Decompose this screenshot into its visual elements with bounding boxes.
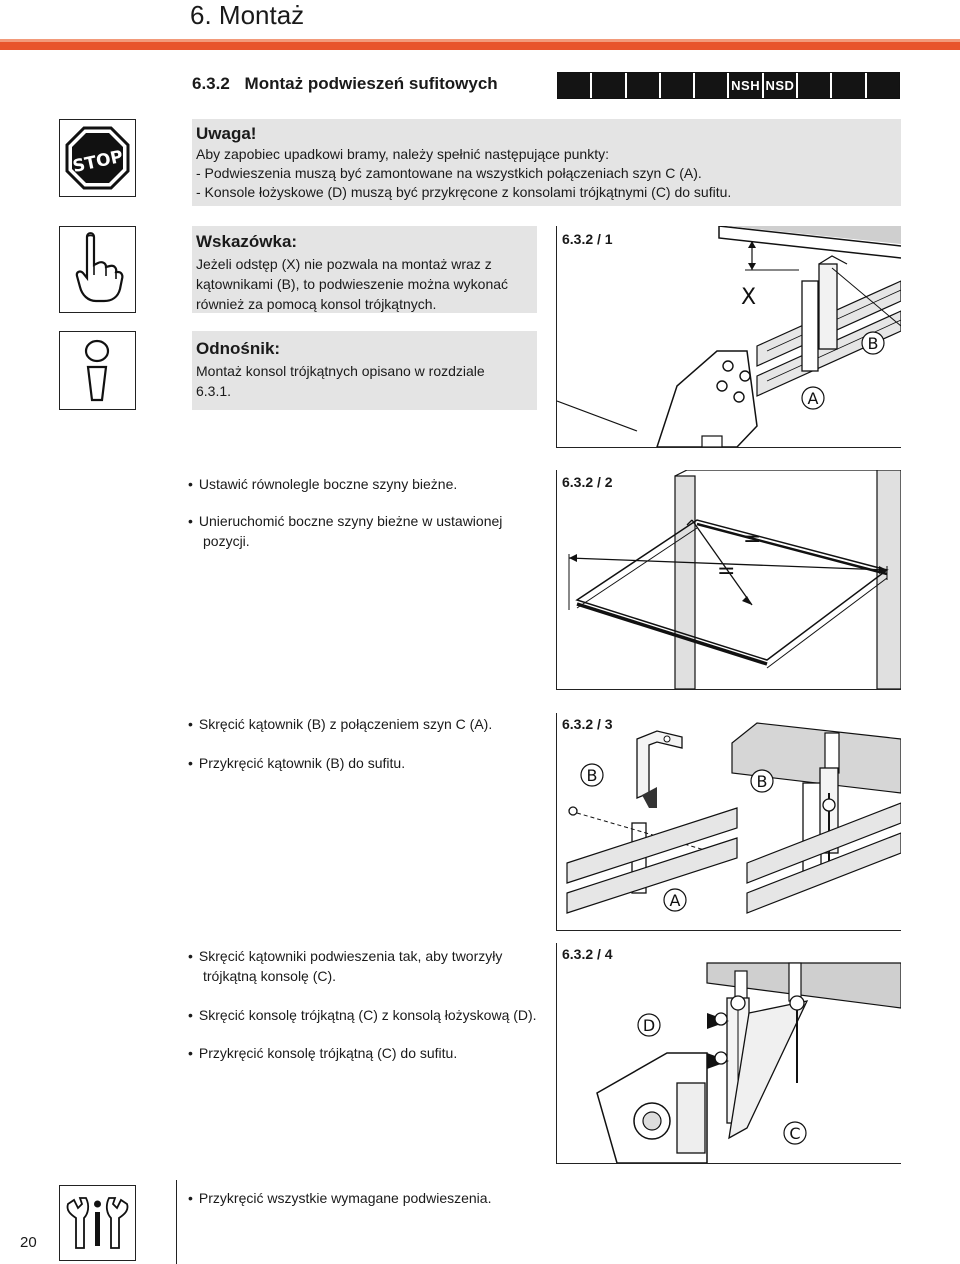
warning-title: Uwaga! (196, 124, 257, 143)
figure-2 (556, 470, 901, 690)
model-cell-nsh: NSH (729, 73, 763, 98)
warning-line: Aby zapobiec upadkowi bramy, należy spełnić następujące punkty: (196, 146, 609, 162)
figure-3 (556, 713, 901, 931)
model-cell (867, 73, 899, 98)
svg-text:STOP: STOP (71, 146, 125, 178)
reference-box (192, 331, 537, 410)
step-text: • Unieruchomić boczne szyny bieżne w ustawionej (188, 511, 502, 531)
label-b-left: B (586, 766, 598, 785)
wrench-info-icon (59, 1185, 136, 1261)
reference-title: Odnośnik: (196, 339, 281, 358)
figure-2-label: 6.3.2 / 2 (562, 474, 617, 490)
model-cell (798, 73, 832, 98)
section-title-text: Montaż podwieszeń sufitowych (244, 74, 498, 93)
model-cell (832, 73, 866, 98)
label-b-right: B (756, 772, 768, 791)
pointing-hand-icon (59, 226, 136, 313)
header-divider-highlight (0, 39, 960, 42)
note-box (192, 226, 537, 313)
label-d: D (642, 1016, 656, 1035)
step-text: • Skręcić kątownik (B) z połączeniem szyn C (A). (188, 714, 492, 734)
model-cell (695, 73, 729, 98)
step-text: • Skręcić kątowniki podwieszenia tak, aby tworzyły (188, 946, 502, 966)
reference-line: Montaż konsol trójkątnych opisano w rozdziale (196, 363, 485, 379)
equal-mark-1: = (743, 527, 762, 552)
page-number: 20 (20, 1234, 37, 1251)
chapter-title: 6. Montaż (190, 0, 305, 30)
info-icon (59, 331, 136, 410)
section-title (192, 74, 498, 94)
note-line: Jeżeli odstęp (X) nie pozwala na montaż wraz z (196, 256, 492, 272)
warning-line: - Podwieszenia muszą być zamontowane na wszystkich połączeniach szyn C (A). (196, 165, 702, 181)
label-b: B (867, 334, 879, 353)
label-a: A (807, 389, 819, 408)
equal-mark-2: = (717, 559, 736, 584)
model-cell (592, 73, 626, 98)
figure-3-label: 6.3.2 / 3 (562, 716, 617, 732)
warning-line: - Konsole łożyskowe (D) muszą być przykręcone z konsolami trójkątnymi (C) do sufitu. (196, 184, 732, 200)
step-text: • Ustawić równolegle boczne szyny bieżne. (188, 474, 457, 494)
model-cell-nsd: NSD (764, 73, 798, 98)
warning-box (192, 119, 901, 206)
stop-icon (59, 119, 136, 197)
figure-4 (556, 943, 901, 1164)
figure-4-label: 6.3.2 / 4 (562, 946, 617, 962)
label-a: A (669, 891, 681, 910)
model-cell (627, 73, 661, 98)
note-title: Wskazówka: (196, 232, 298, 251)
figure-1-label: 6.3.2 / 1 (562, 231, 617, 247)
note-line: również za pomocą konsol trójkątnych. (196, 296, 437, 312)
step-text-continued: trójkątną konsolę (C). (203, 968, 337, 984)
model-applicability-bar (557, 72, 900, 99)
figure-1 (556, 226, 901, 448)
note-line: kątownikami (B), to podwieszenie można wykonać (196, 276, 509, 292)
model-cell (558, 73, 592, 98)
step-text: • Przykręcić wszystkie wymagane podwieszenia. (188, 1188, 491, 1208)
page-margin-line (176, 1180, 177, 1264)
section-number: 6.3.2 (192, 74, 230, 93)
label-c: C (789, 1124, 801, 1143)
step-text: • Skręcić konsolę trójkątną (C) z konsolą łożyskową (D). (188, 1005, 537, 1025)
reference-line: 6.3.1. (196, 383, 232, 399)
step-text-continued: pozycji. (203, 533, 250, 549)
step-text: • Przykręcić konsolę trójkątną (C) do sufitu. (188, 1043, 457, 1063)
model-cell (661, 73, 695, 98)
step-text: • Przykręcić kątownik (B) do sufitu. (188, 753, 405, 773)
x-dimension-label: X (741, 285, 757, 310)
